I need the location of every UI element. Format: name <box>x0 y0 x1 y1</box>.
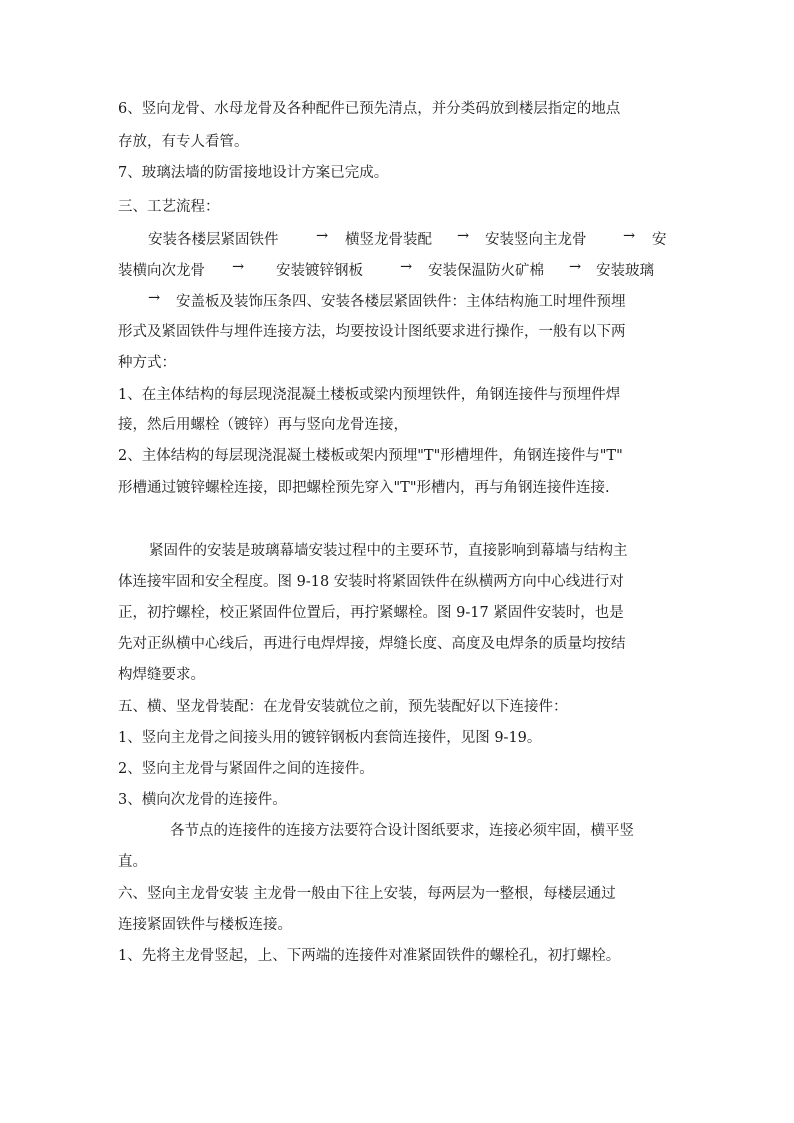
flow-step: 装横向次龙骨 <box>118 263 205 279</box>
text-line: 连接紧固铁件与楼板连接。 <box>118 917 292 933</box>
flow-step: 横竖龙骨装配 <box>345 232 432 248</box>
text-line: 体连接牢固和安全程度。图 9-18 安装时将紧固铁件在纵横两方向中心线进行对 <box>118 574 624 590</box>
text-line: 3、横向次龙骨的连接件。 <box>118 792 287 808</box>
flow-arrow: → <box>623 228 636 244</box>
text-line: 2、主体结构的每层现浇混凝土楼板或架内预埋"T"形槽埋件，角钢连接件与"T" <box>118 448 623 464</box>
text-line: 7、玻璃法墙的防雷接地设计方案已完成。 <box>118 165 389 181</box>
flow-step: 安装玻璃 <box>596 263 654 279</box>
text-line: 先对正纵横中心线后，再进行电焊焊接，焊缝长度、高度及电焊条的质量均按结 <box>118 636 626 652</box>
section-heading: 三、工艺流程： <box>118 199 220 215</box>
flow-step: 安装镀锌钢板 <box>276 263 363 279</box>
text-line: 正，初拧螺栓，校正紧固件位置后，再拧紧螺栓。图 9-17 紧固件安装时，也是 <box>118 605 624 621</box>
flow-arrow: → <box>457 228 470 244</box>
text-line: 1、在主体结构的每层现浇混凝土楼板或梁内预埋铁件，角钢连接件与预埋件焊 <box>118 387 621 403</box>
flow-step: 安盖板及装饰压条四、安装各楼层紧固铁件：主体结构施工时埋件预埋 <box>176 294 626 310</box>
flow-arrow: → <box>232 259 245 275</box>
text-line: 种方式： <box>118 355 176 371</box>
text-line: 2、竖向主龙骨与紧固件之间的连接件。 <box>118 761 374 777</box>
section-heading: 五、横、坚龙骨装配：在龙骨安装就位之前，预先装配好以下连接件： <box>118 699 568 715</box>
text-line: 1、先将主龙骨竖起，上、下两端的连接件对准紧固铁件的螺栓孔，初打螺栓。 <box>118 948 621 964</box>
text-line: 各节点的连接件的连接方法要符合设计图纸要求，连接必须牢固，横平竖 <box>170 823 634 839</box>
flow-arrow: → <box>316 228 329 244</box>
text-line: 接，然后用螺栓（镀锌）再与竖向龙骨连接， <box>118 417 408 433</box>
section-heading: 六、竖向主龙骨安装 主龙骨一般由下往上安装，每两层为一整根，每楼层通过 <box>118 886 616 902</box>
flow-step: 安 <box>652 232 667 248</box>
text-line: 形式及紧固铁件与埋件连接方法，均要按设计图纸要求进行操作，一般有以下两 <box>118 324 626 340</box>
text-line: 构焊缝要求。 <box>118 667 205 683</box>
flow-step: 安装竖向主龙骨 <box>485 232 587 248</box>
text-line: 6、竖向龙骨、水母龙骨及各种配件已预先清点，并分类码放到楼层指定的地点 <box>118 101 621 117</box>
flow-arrow: → <box>569 259 582 275</box>
text-line: 1、竖向主龙骨之间接头用的镀锌钢板内套筒连接件，见图 9-19。 <box>118 730 542 746</box>
text-line: 形槽通过镀锌螺栓连接，即把螺栓预先穿入"T"形槽内，再与角钢连接件连接. <box>118 480 610 496</box>
text-line: 存放，有专人看管。 <box>118 134 249 150</box>
flow-step: 安装各楼层紧固铁件 <box>148 232 279 248</box>
flow-arrow: → <box>400 259 413 275</box>
flow-arrow: → <box>148 290 161 306</box>
flow-step: 安装保温防火矿棉 <box>428 263 544 279</box>
text-line: 直。 <box>118 854 147 870</box>
text-line: 紧固件的安装是玻璃幕墙安装过程中的主要环节，直接影响到幕墙与结构主 <box>149 543 628 559</box>
